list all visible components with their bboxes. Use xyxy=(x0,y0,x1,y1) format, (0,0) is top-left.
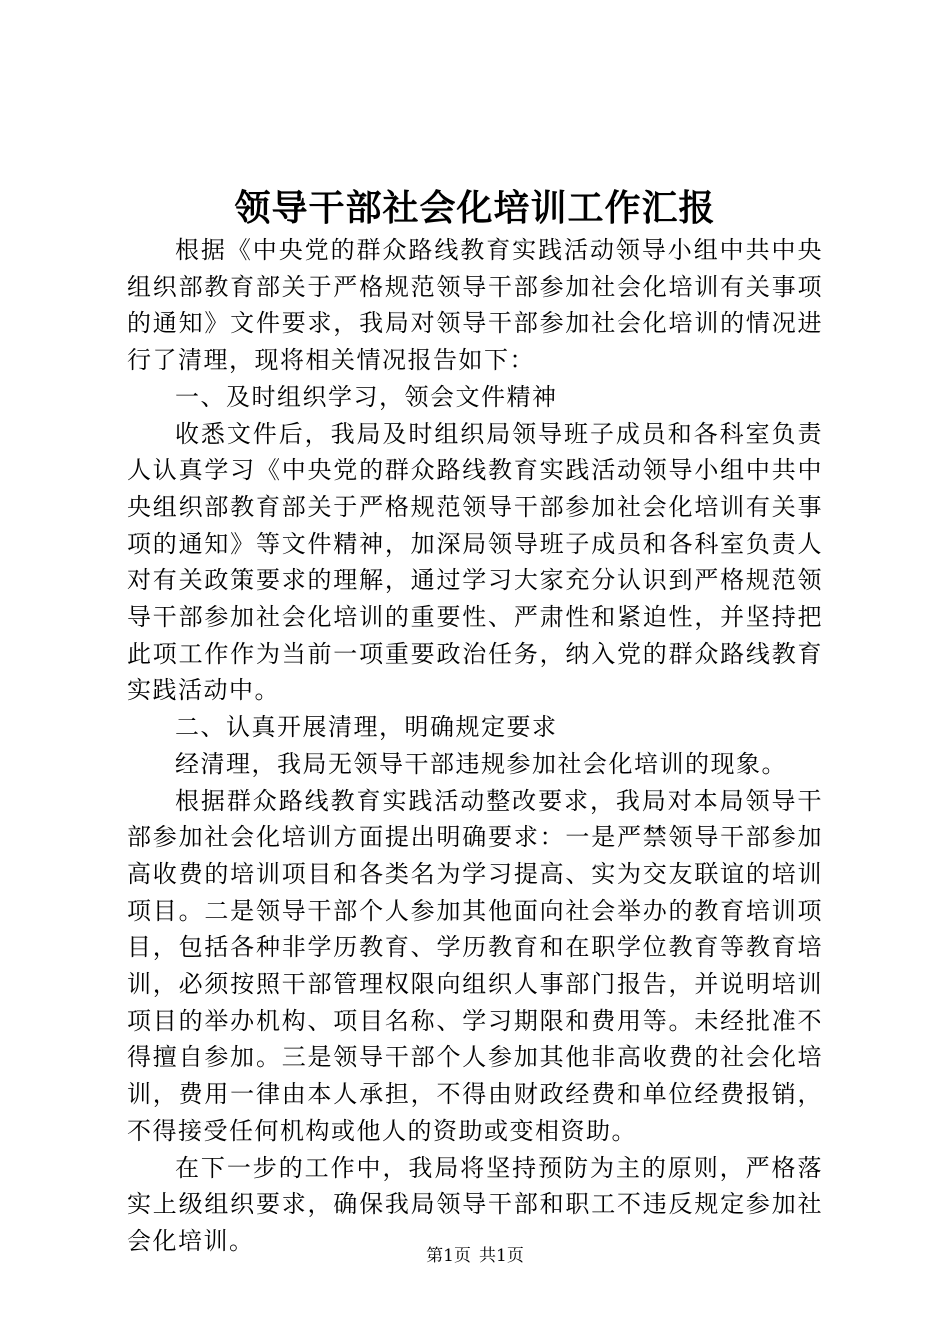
section-2-paragraph-2: 根据群众路线教育实践活动整改要求，我局对本局领导干部参加社会化培训方面提出明确要求：一是严禁领导干部参加高收费的培训项目和各类名为学习提高、实为交友联谊的培训项目。二是领导干部个人参加其他面向社会举办的教育培训项目，包括各种非学历教育、学历教育和在职学位教育等教育培训，必须按照干部管理权限向组织人事部门报告，并说明培训项目的举办机构、项目名称、学习期限和费用等。未经批准不得擅自参加。三是领导干部个人参加其他非高收费的社会化培训，费用一律由本人承担，不得由财政经费和单位经费报销，不得接受任何机构或他人的资助或变相资助。 xyxy=(127,786,823,1145)
page-footer xyxy=(0,1244,950,1268)
section-1-paragraph: 收悉文件后，我局及时组织局领导班子成员和各科室负责人认真学习《中央党的群众路线教育实践活动领导小组中共中央组织部教育部关于严格规范领导干部参加社会化培训有关事项的通知》等文件精神，加深局领导班子成员和各科室负责人对有关政策要求的理解，通过学习大家充分认识到严格规范领导干部参加社会化培训的重要性、严肃性和紧迫性，并坚持把此项工作作为当前一项重要政治任务，纳入党的群众路线教育实践活动中。 xyxy=(127,419,823,705)
intro-paragraph: 根据《中央党的群众路线教育实践活动领导小组中共中央组织部教育部关于严格规范领导干部参加社会化培训有关事项的通知》文件要求，我局对领导干部参加社会化培训的情况进行了清理，现将相关情况报告如下： xyxy=(127,236,823,375)
closing-paragraph: 在下一步的工作中，我局将坚持预防为主的原则，严格落实上级组织要求，确保我局领导干部和职工不违反规定参加社会化培训。 xyxy=(127,1153,823,1255)
page-number: 第1页 xyxy=(426,1246,471,1266)
document-body xyxy=(127,232,823,1260)
section-heading-2: 二、认真开展清理，明确规定要求 xyxy=(175,713,558,742)
page-title: 领导干部社会化培训工作汇报 xyxy=(234,187,716,229)
section-2-paragraph-1: 经清理，我局无领导干部违规参加社会化培训的现象。 xyxy=(175,749,787,778)
page-total: 共1页 xyxy=(479,1246,524,1266)
section-heading-1: 一、及时组织学习，领会文件精神 xyxy=(175,382,558,411)
